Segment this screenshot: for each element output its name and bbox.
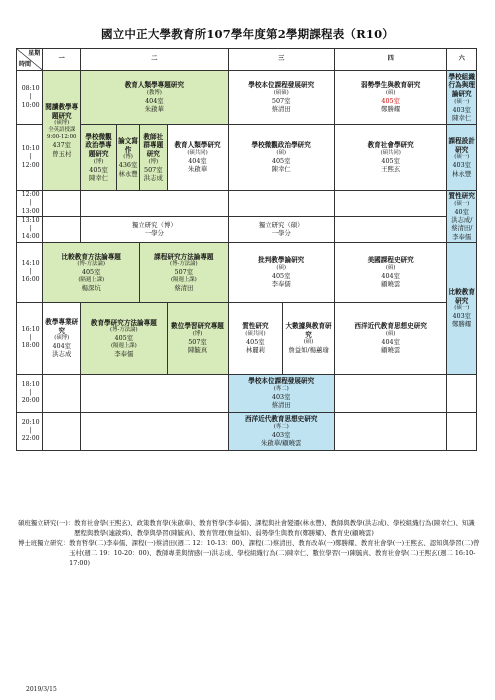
course-cell[interactable]: 弱勢學生與教育研究 (碩) 405室 鄭勝耀 [334, 71, 447, 125]
notes-section [18, 519, 480, 569]
time-slot-3: 12:00 | 13:00 [17, 191, 43, 217]
course-cell[interactable]: 課程研究方法論專題 (博-方法論) 507室 (隔週上課) 蔡清田 [140, 242, 228, 302]
phd-notes [18, 539, 480, 569]
course-cell[interactable]: 學校微觀政治學研究 (碩) 405室 陳幸仁 [228, 125, 334, 191]
corner-day-label: 星期 [28, 50, 41, 57]
master-notes [18, 519, 480, 539]
course-cell[interactable]: 獨立研究（博） 一學分 [81, 216, 228, 242]
phd-notes-text: 教育哲學(二)李奉儒、課程(一)蔡清田(週二 12：10-13：00)、課程(二)蔡清田、教育改革(一)鄭勝耀、教育社會學(一)王熙玄、認知與學習(二)曾玉村(週二 19：10-20：00)、教師專業與情感(一)洪志成、學校組織行為(二)陳幸仁、數位學習(一)陳毓真、教育社會學(二)王熙玄(週二 16:10-17:00) [69, 538, 480, 567]
time-slot-7: 18:10 | 20:00 [17, 374, 43, 412]
schedule-grid [16, 48, 477, 451]
master-notes-label: 碩班獨立研究(一)： [18, 519, 75, 527]
course-cell[interactable]: 學校本位課程發展研究 (專二) 403室 蔡清田 [228, 374, 334, 412]
day-header-mon: 一 [43, 49, 81, 71]
time-slot-8: 20:10 | 22:00 [17, 412, 43, 450]
course-cell[interactable]: 西洋近代教育思想史研究 (碩) 404室 顧曉雲 [334, 302, 447, 374]
course-cell[interactable]: 論文寫作 (博) 436室 林永豐 [116, 125, 139, 191]
course-cell[interactable]: 批判教學論研究 (碩) 405室 李奉儒 [228, 242, 334, 302]
course-cell[interactable]: 數位學習研究專題 (博) 507室 陳毓真 [167, 302, 228, 374]
course-cell[interactable]: 質性研究 (碩共同) 405室 林麗莉 [228, 302, 283, 374]
time-slot-6: 16:10 | 18:00 [17, 302, 43, 374]
day-header-sat: 六 [447, 49, 477, 71]
course-cell[interactable]: 閱讀教學專題研究 (碩博) 全英語授課 9:00-12:00 437室 曾玉村 [43, 71, 81, 191]
course-cell[interactable]: 教育人類學專題研究 (教博) 404室 朱啟華 [81, 71, 228, 125]
master-notes-text: 教育社會學(王熙玄)、政策教育學(朱啟華)、教育哲學(李奉儒)、課程與社會變遷(林永豐)、教師與教學(洪志成)、學校組織行為(陳幸仁)、知識歷程與教學(連啟舜)、教學與學習(陳毓真)、教育管理(詹益如)、弱勢學生與教育(鄭勝耀)、教育史(顧曉雲) [74, 519, 475, 537]
corner-time-label: 時間 [19, 61, 32, 69]
course-cell[interactable]: 獨立研究（碩） 一學分 [228, 216, 334, 242]
corner-header [17, 49, 43, 71]
course-cell[interactable]: 教育社會學研究 (碩共同) 405室 王熙玄 [334, 125, 447, 191]
course-cell[interactable]: 教學專業研究 (碩博) 404室 洪志成 [43, 302, 81, 374]
time-slot-5: 14:10 | 16:00 [17, 242, 43, 302]
time-slot-2: 10:10 | 12:00 [17, 125, 43, 191]
course-cell[interactable]: 美國課程史研究 (碩) 404室 顧曉雲 [334, 242, 447, 302]
time-slot-4: 13:10 | 14:00 [17, 216, 43, 242]
day-header-thu: 四 [334, 49, 447, 71]
phd-notes-label: 博士班獨立研究： [18, 538, 70, 547]
course-cell[interactable]: 教育人類學研究 (碩共同) 404室 朱啟華 [167, 125, 228, 191]
document-date: 2019/3/15 [26, 686, 57, 693]
course-cell[interactable]: 學校本位課程發展研究 (碩碩) 507室 蔡清田 [228, 71, 334, 125]
course-cell[interactable]: 教育學研究方法論專題 (博-方法論) 405室 (隔週上課) 李奉儒 [81, 302, 167, 374]
course-cell[interactable]: 大數據與教育研究 (碩) 詹益如/楊蕙瑜 [283, 302, 335, 374]
course-cell[interactable]: 比較教育方法論專題 (博-方法論) 405室 (隔週上課) 楊深坑 [43, 242, 140, 302]
course-cell[interactable]: 西洋近代教育思想史研究 (專二) 403室 朱啟華/顧曉雲 [228, 412, 334, 450]
course-cell[interactable]: 教師社群專題研究 (博) 507室 洪志成 [140, 125, 167, 191]
course-cell[interactable]: 學校微觀政治學專題研究 (博) 405室 陳幸仁 [81, 125, 117, 191]
course-cell[interactable]: 課程設計研究 (碩一) 403室 林永豐 [447, 125, 477, 191]
course-cell[interactable]: 比較教育研究 (碩一) 403室 鄭勝耀 [447, 242, 477, 374]
day-header-wed: 三 [228, 49, 334, 71]
day-header-tue: 二 [81, 49, 228, 71]
course-cell[interactable]: 質性研究 (碩一) 40室 洪志成/蔡清田/李奉儒 [448, 192, 475, 241]
time-slot-1: 08:10 | 10:00 [17, 71, 43, 125]
page-title: 國立中正大學教育所107學年度第2學期課程表（R10） [101, 27, 394, 41]
course-cell[interactable]: 學校組織行為與理論研究 (碩一) 403室 陳幸仁 [447, 71, 477, 125]
